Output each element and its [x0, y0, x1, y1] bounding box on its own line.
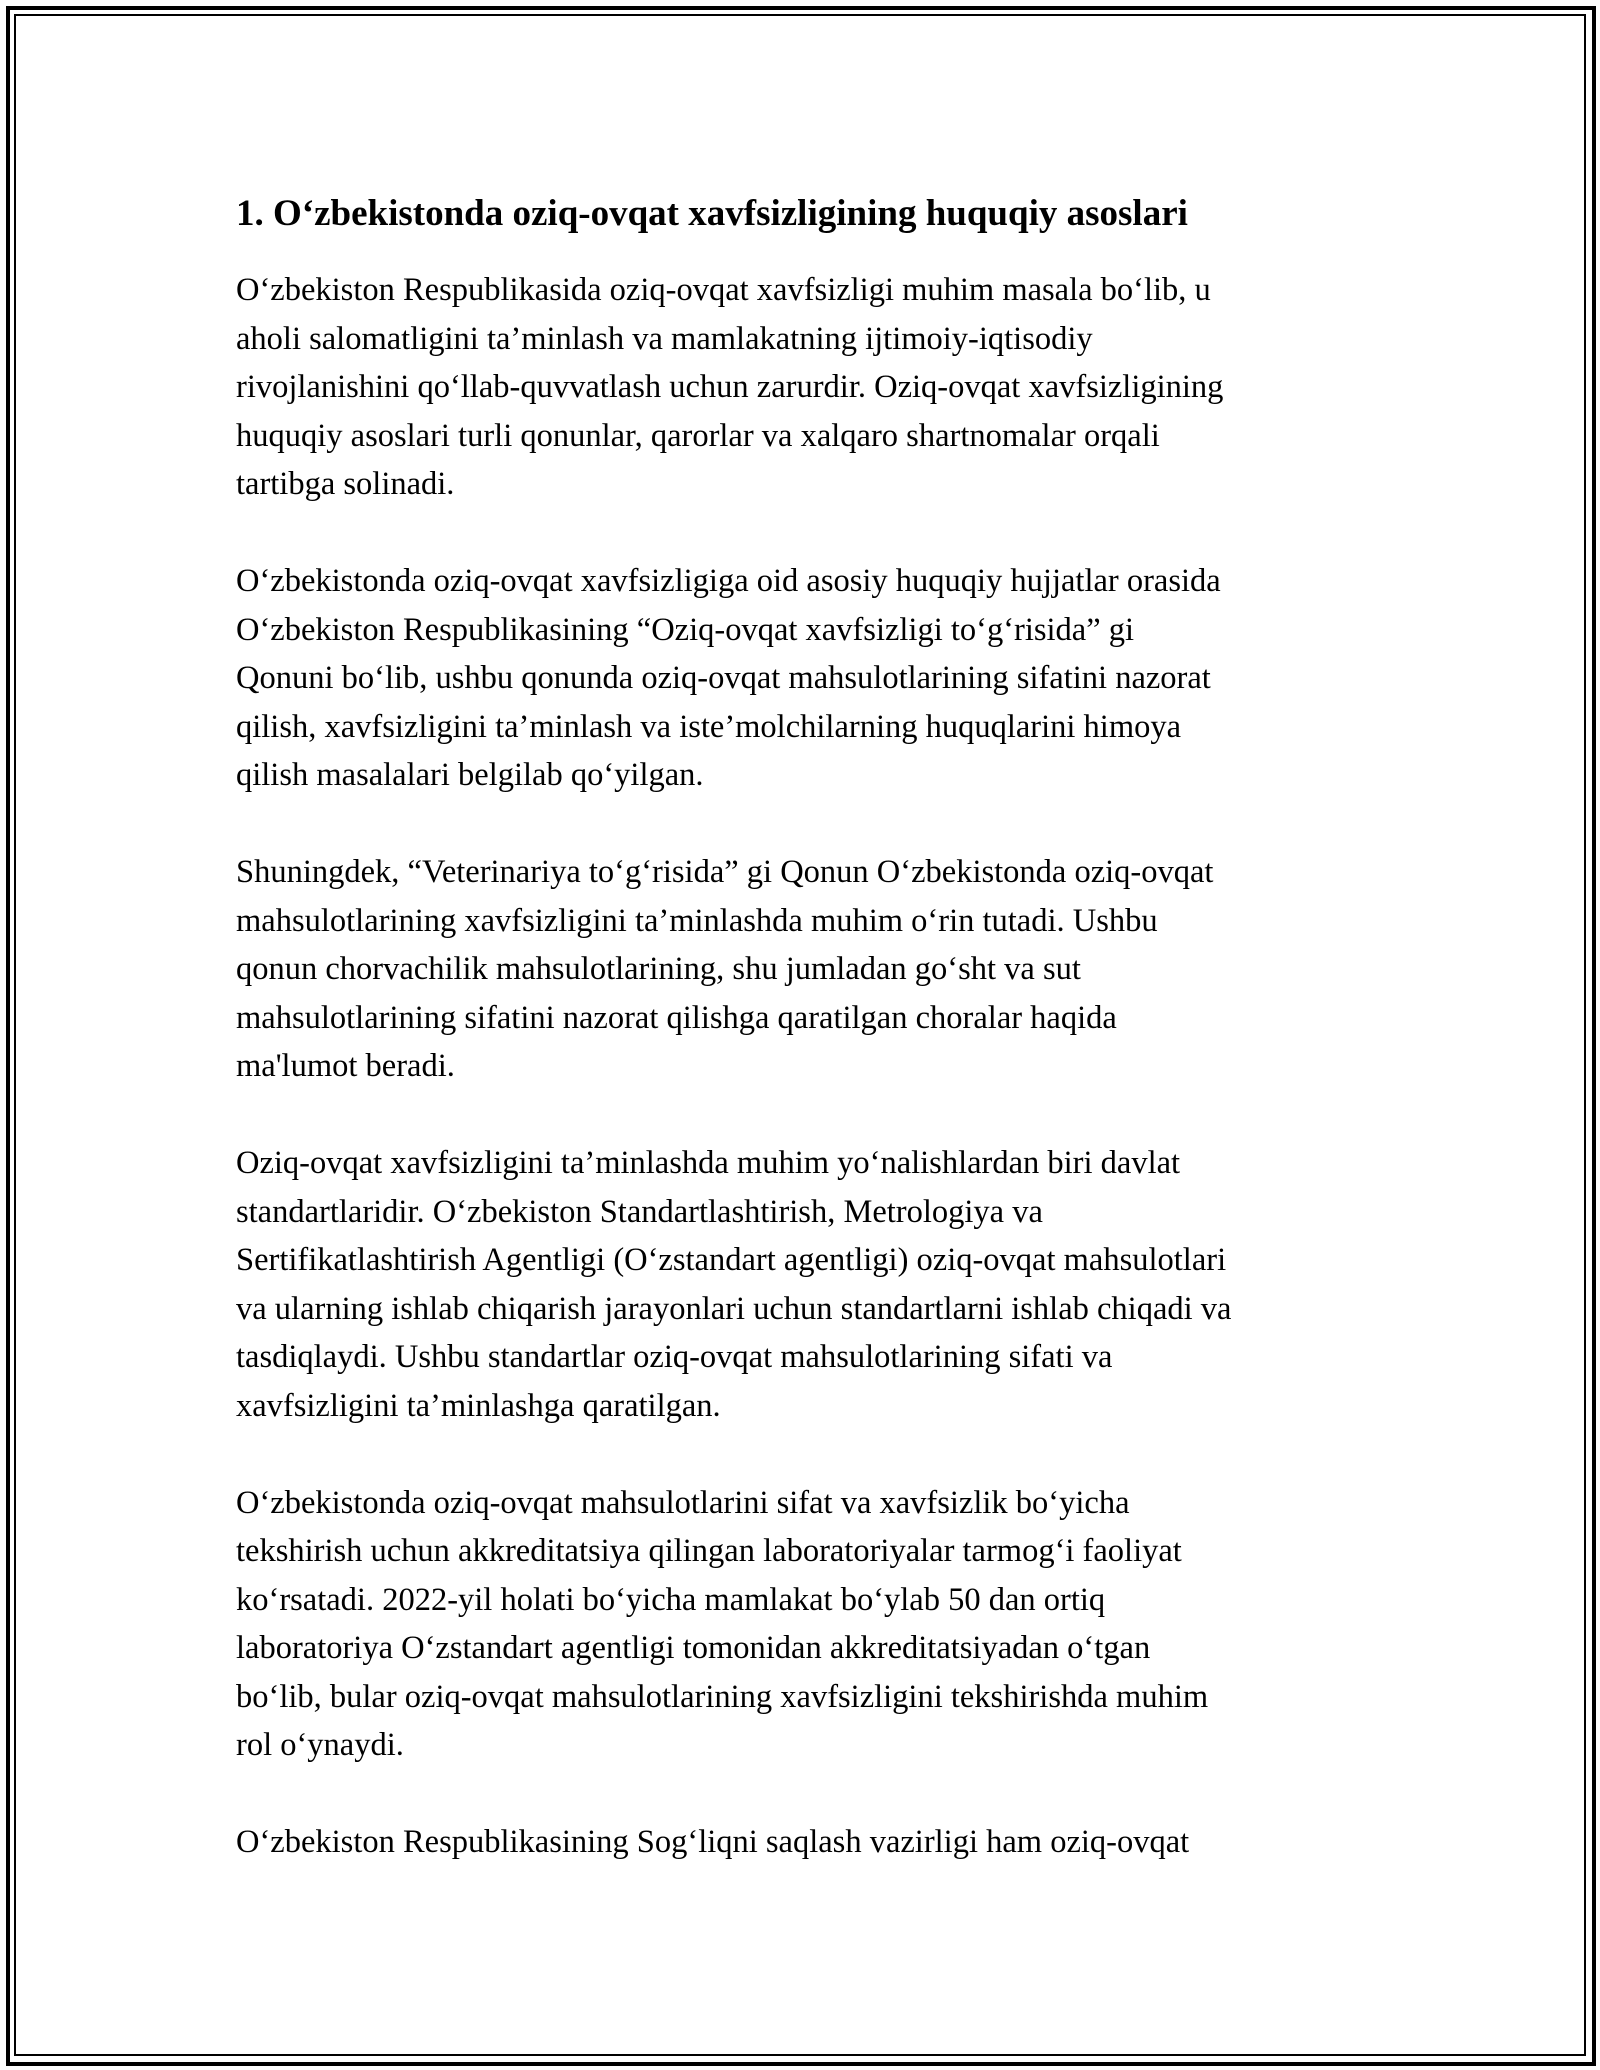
text-line: Shuningdek, “Veterinariya to‘g‘risida” gi Qonun O‘zbekistonda oziq-ovqat — [236, 854, 1214, 890]
text-line: ko‘rsatadi. 2022-yil holati bo‘yicha mamlakat bo‘ylab 50 dan ortiq — [236, 1581, 1106, 1618]
text-line: O‘zbekistonda oziq-ovqat xavfsizligiga oid asosiy huquqiy hujjatlar orasida — [236, 563, 1221, 599]
text-line: Oziq-ovqat xavfsizligini ta’minlashda muhim yo‘nalishlardan biri davlat — [236, 1145, 1181, 1181]
paragraph-1 — [236, 266, 1366, 509]
paragraph-5 — [236, 1479, 1366, 1770]
document-body — [236, 186, 1366, 1915]
text-line: tartibga solinadi. — [236, 466, 455, 502]
paragraph-4 — [236, 1139, 1366, 1430]
text-line: xavfsizligini ta’minlashga qaratilgan. — [236, 1387, 721, 1424]
section-heading: 1. O‘zbekistonda oziq-ovqat xavfsizligining huquqiy asoslari — [236, 193, 1188, 234]
text-line: O‘zbekistonda oziq-ovqat mahsulotlarini sifat va xavfsizlik bo‘yicha — [236, 1484, 1130, 1521]
text-line: mahsulotlarining sifatini nazorat qilishga qaratilgan choralar haqida — [236, 999, 1117, 1036]
text-line: tasdiqlaydi. Ushbu standartlar oziq-ovqat mahsulotlarining sifati va — [236, 1339, 1113, 1375]
text-line: Sertifikatlashtirish Agentligi (O‘zstandart agentligi) oziq-ovqat mahsulotlari — [236, 1242, 1227, 1278]
text-line: standartlaridir. O‘zbekiston Standartlashtirish, Metrologiya va — [236, 1193, 1043, 1230]
text-line: tekshirish uchun akkreditatsiya qilingan laboratoriyalar tarmog‘i faoliyat — [236, 1533, 1182, 1569]
text-line: qilish masalalari belgilab qo‘yilgan. — [236, 757, 704, 793]
paragraph-2 — [236, 557, 1366, 800]
text-line: Qonuni bo‘lib, ushbu qonunda oziq-ovqat mahsulotlarining sifatini nazorat — [236, 660, 1211, 696]
text-line: rol o‘ynaydi. — [236, 1727, 404, 1763]
text-line: laboratoriya O‘zstandart agentligi tomonidan akkreditatsiyadan o‘tgan — [236, 1630, 1151, 1666]
text-line: rivojlanishini qo‘llab-quvvatlash uchun zarurdir. Oziq-ovqat xavfsizligining — [236, 369, 1224, 405]
text-line: bo‘lib, bular oziq-ovqat mahsulotlarining xavfsizligini tekshirishda muhim — [236, 1678, 1209, 1715]
paragraph-6 — [236, 1818, 1366, 1867]
text-line: mahsulotlarining xavfsizligini ta’minlashda muhim o‘rin tutadi. Ushbu — [236, 902, 1158, 939]
text-line: ma'lumot beradi. — [236, 1048, 455, 1084]
text-line: O‘zbekiston Respublikasining “Oziq-ovqat xavfsizligi to‘g‘risida” gi — [236, 611, 1135, 648]
text-line: O‘zbekiston Respublikasining Sog‘liqni saqlash vazirligi ham oziq-ovqat — [236, 1824, 1190, 1860]
text-line: huquqiy asoslari turli qonunlar, qarorlar va xalqaro shartnomalar orqali — [236, 417, 1160, 454]
text-line: O‘zbekiston Respublikasida oziq-ovqat xavfsizligi muhim masala bo‘lib, u — [236, 272, 1211, 308]
text-line: va ularning ishlab chiqarish jarayonlari uchun standartlarni ishlab chiqadi va — [236, 1290, 1232, 1327]
text-line: aholi salomatligini ta’minlash va mamlakatning ijtimoiy-iqtisodiy — [236, 320, 1093, 357]
text-line: qilish, xavfsizligini ta’minlash va iste’molchilarning huquqlarini himoya — [236, 708, 1182, 745]
text-line: qonun chorvachilik mahsulotlarining, shu jumladan go‘sht va sut — [236, 951, 1081, 987]
paragraph-3 — [236, 848, 1366, 1091]
